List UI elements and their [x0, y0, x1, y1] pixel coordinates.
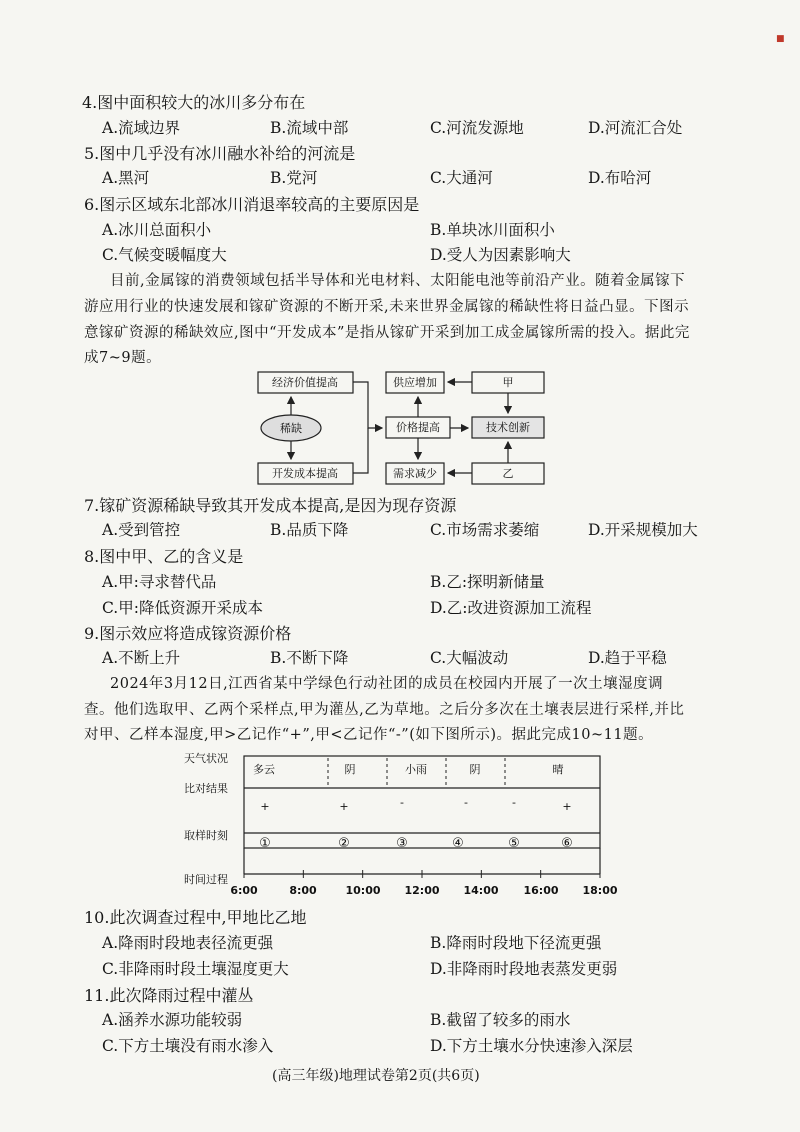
row-label-sampling: 取样时刻	[184, 829, 228, 842]
comparison-sign-2: +	[339, 800, 349, 813]
passage-2-line-3: 对甲、乙样本湿度,甲>乙记作“+”,甲<乙记作“-”(如下图所示)。据此完成10~11题。	[84, 727, 654, 743]
question-8-option-a: A.甲:寻求替代品	[102, 573, 217, 591]
question-4-option-c: C.河流发源地	[430, 119, 524, 137]
weather-sunny: 晴	[552, 763, 564, 776]
label-yi: 乙	[502, 467, 514, 480]
time-tick-12: 12:00	[404, 884, 440, 897]
question-8-stem: 8.图中甲、乙的含义是	[84, 547, 244, 566]
question-11-option-a: A.涵养水源功能较弱	[102, 1011, 243, 1029]
question-9-option-d: D.趋于平稳	[588, 649, 667, 667]
question-5-option-d: D.布哈河	[588, 169, 652, 187]
passage-2-line-1: 2024年3月12日,江西省某中学绿色行动社团的成员在校园内开展了一次土壤湿度调	[110, 676, 664, 692]
weather-cloudy: 多云	[253, 763, 275, 776]
label-price-up: 价格提高	[396, 421, 440, 434]
passage-1-line-1: 目前,金属镓的消费领域包括半导体和光电材料、太阳能电池等前沿产业。随着金属镓下	[110, 273, 686, 289]
label-dev-cost: 开发成本提高	[272, 467, 338, 480]
comparison-sign-6: +	[562, 800, 572, 813]
sample-point-4: ④	[452, 836, 464, 851]
question-7-option-b: B.品质下降	[270, 521, 349, 539]
weather-light-rain: 小雨	[405, 763, 427, 776]
question-5-option-c: C.大通河	[430, 169, 493, 187]
question-6-option-b: B.单块冰川面积小	[430, 221, 555, 239]
question-8-option-d: D.乙:改进资源加工流程	[430, 599, 592, 617]
question-6-option-a: A.冰川总面积小	[102, 221, 212, 239]
question-6-option-c: C.气候变暖幅度大	[102, 246, 227, 264]
weather-overcast-1: 阴	[344, 763, 356, 776]
question-4-option-a: A.流域边界	[102, 119, 181, 137]
label-demand-down: 需求减少	[393, 467, 437, 480]
label-jia: 甲	[502, 376, 514, 389]
passage-1-line-3: 意镓矿资源的稀缺效应,图中“开发成本”是指从镓矿开采到加工成金属镓所需的投入。据此完	[84, 325, 690, 341]
weather-overcast-2: 阴	[469, 763, 481, 776]
soil-moisture-timeline	[178, 746, 618, 898]
question-11-option-c: C.下方土壤没有雨水渗入	[102, 1037, 274, 1055]
gallium-scarcity-flow-diagram	[250, 366, 560, 488]
comparison-sign-1: +	[260, 800, 270, 813]
label-tech: 技术创新	[486, 421, 530, 434]
question-9-option-a: A.不断上升	[102, 649, 181, 667]
time-tick-10: 10:00	[345, 884, 381, 897]
question-10-option-d: D.非降雨时段地表蒸发更弱	[430, 960, 618, 978]
passage-1-line-2: 游应用行业的快速发展和镓矿资源的不断开采,未来世界金属镓的稀缺性将日益凸显。下图示	[84, 299, 690, 315]
question-7-option-a: A.受到管控	[102, 521, 181, 539]
time-tick-14: 14:00	[463, 884, 499, 897]
row-label-weather: 天气状况	[184, 752, 228, 765]
question-8-option-c: C.甲:降低资源开采成本	[102, 599, 263, 617]
comparison-sign-5: -	[512, 796, 516, 809]
question-4-option-d: D.河流汇合处	[588, 119, 683, 137]
comparison-sign-4: -	[464, 796, 468, 809]
question-5-option-b: B.党河	[270, 169, 318, 187]
question-5-option-a: A.黑河	[102, 169, 150, 187]
sample-point-2: ②	[338, 836, 350, 851]
question-4-option-b: B.流域中部	[270, 119, 349, 137]
question-8-option-b: B.乙:探明新储量	[430, 573, 545, 591]
question-7-option-d: D.开采规模加大	[588, 521, 698, 539]
question-11-stem: 11.此次降雨过程中灌丛	[84, 986, 254, 1005]
row-label-time: 时间过程	[184, 873, 228, 886]
question-11-option-b: B.截留了较多的雨水	[430, 1011, 571, 1029]
comparison-sign-3: -	[400, 796, 404, 809]
question-10-option-a: A.降雨时段地表径流更强	[102, 934, 274, 952]
question-10-option-b: B.降雨时段地下径流更强	[430, 934, 602, 952]
question-10-option-c: C.非降雨时段土壤湿度更大	[102, 960, 289, 978]
sample-point-6: ⑥	[561, 836, 573, 851]
time-tick-18: 18:00	[582, 884, 618, 897]
sample-point-5: ⑤	[508, 836, 520, 851]
question-7-option-c: C.市场需求萎缩	[430, 521, 540, 539]
question-10-stem: 10.此次调查过程中,甲地比乙地	[84, 908, 307, 927]
question-6-option-d: D.受人为因素影响大	[430, 246, 571, 264]
row-label-comparison: 比对结果	[184, 782, 228, 795]
page-footer: (高三年级)地理试卷第2页(共6页)	[272, 1068, 480, 1084]
time-tick-6: 6:00	[230, 884, 258, 897]
time-tick-8: 8:00	[289, 884, 317, 897]
question-4-stem: 4.图中面积较大的冰川多分布在	[82, 93, 306, 112]
sample-point-1: ①	[259, 836, 271, 851]
label-supply-up: 供应增加	[393, 376, 437, 389]
time-tick-16: 16:00	[523, 884, 559, 897]
label-scarcity: 稀缺	[280, 422, 302, 435]
question-6-stem: 6.图示区域东北部冰川消退率较高的主要原因是	[84, 195, 420, 214]
passage-2-line-2: 查。他们选取甲、乙两个采样点,甲为灌丛,乙为草地。之后分多次在土壤表层进行采样,并比	[84, 702, 685, 718]
sample-point-3: ③	[396, 836, 408, 851]
question-11-option-d: D.下方土壤水分快速渗入深层	[430, 1037, 633, 1055]
question-9-option-b: B.不断下降	[270, 649, 349, 667]
question-5-stem: 5.图中几乎没有冰川融水补给的河流是	[84, 144, 356, 163]
question-9-option-c: C.大幅波动	[430, 649, 509, 667]
page-corner-mark: ■	[776, 34, 785, 44]
passage-1-line-4: 成7~9题。	[84, 350, 162, 366]
question-9-stem: 9.图示效应将造成镓资源价格	[84, 624, 292, 643]
label-econ-value: 经济价值提高	[272, 376, 338, 389]
question-7-stem: 7.镓矿资源稀缺导致其开发成本提高,是因为现存资源	[84, 496, 457, 515]
